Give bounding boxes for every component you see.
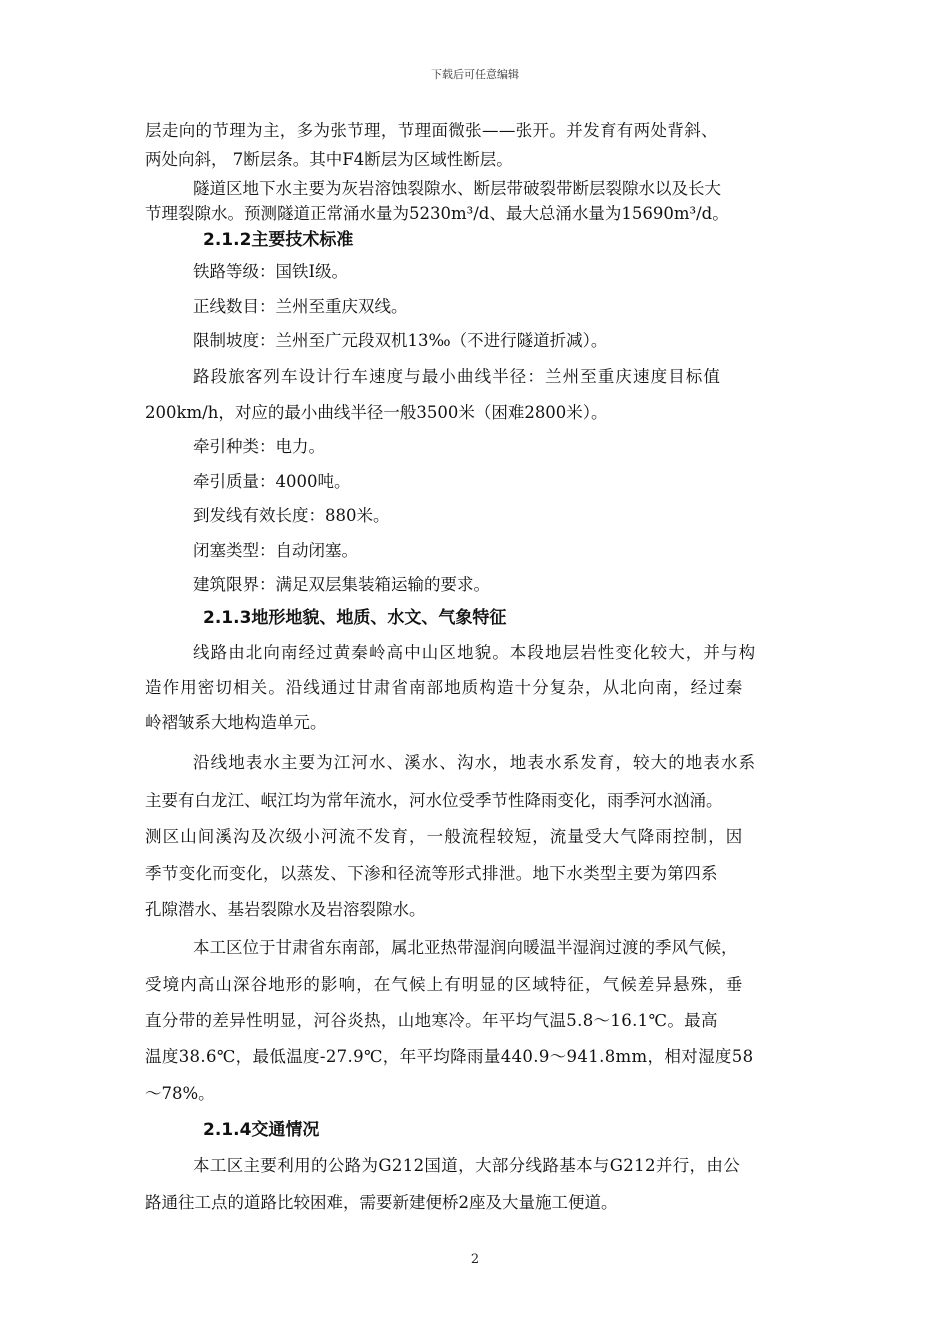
page-header: 下载后可任意编辑 [431, 68, 519, 81]
body-line: 两处向斜， 7断层条。其中F4断层为区域性断层。 [145, 150, 513, 169]
body-line: 直分带的差异性明显，河谷炎热，山地寒冷。年平均气温5.8～16.1℃。最高 [145, 1011, 718, 1030]
body-line: 正线数目：兰州至重庆双线。 [193, 297, 408, 316]
section-heading: 2.1.4交通情况 [203, 1120, 320, 1140]
body-line: 主要有白龙江、岷江均为常年流水，河水位受季节性降雨变化，雨季河水汹涌。 [145, 791, 723, 810]
body-line: 受境内高山深谷地形的影响，在气候上有明显的区域特征，气候差异悬殊，垂 [145, 975, 744, 994]
body-line: 建筑限界：满足双层集装箱运输的要求。 [193, 575, 490, 594]
body-line: 温度38.6℃，最低温度-27.9℃，年平均降雨量440.9～941.8mm，相对湿度58 [145, 1047, 754, 1066]
body-line: 孔隙潜水、基岩裂隙水及岩溶裂隙水。 [145, 900, 426, 919]
body-line: 造作用密切相关。沿线通过甘肃省南部地质构造十分复杂，从北向南，经过秦 [145, 678, 744, 697]
body-line: 牵引质量：4000吨。 [193, 472, 351, 491]
section-heading: 2.1.2主要技术标准 [203, 230, 354, 250]
body-line: 路段旅客列车设计行车速度与最小曲线半径：兰州至重庆速度目标值 [193, 367, 721, 386]
body-line: 线路由北向南经过黄秦岭高中山区地貌。本段地层岩性变化较大，并与构 [193, 643, 757, 662]
body-line: 本工区主要利用的公路为G212国道，大部分线路基本与G212并行，由公 [193, 1156, 741, 1175]
body-line: 闭塞类型：自动闭塞。 [193, 541, 358, 560]
body-line: 隧道区地下水主要为灰岩溶蚀裂隙水、断层带破裂带断层裂隙水以及长大 [193, 179, 721, 198]
body-line: 200km/h，对应的最小曲线半径一般3500米（困难2800米）。 [145, 403, 608, 422]
body-line: 岭褶皱系大地构造单元。 [145, 713, 327, 732]
body-line: 牵引种类：电力。 [193, 437, 325, 456]
body-line: 路通往工点的道路比较困难，需要新建便桥2座及大量施工便道。 [145, 1193, 618, 1212]
body-line: 节理裂隙水。预测隧道正常涌水量为5230m³/d、最大总涌水量为15690m³/d。 [145, 204, 729, 223]
page-number: 2 [470, 1252, 480, 1267]
body-line: 本工区位于甘肃省东南部，属北亚热带湿润向暖温半湿润过渡的季风气候， [193, 938, 738, 957]
body-line: ～78%。 [145, 1084, 215, 1103]
body-line: 铁路等级：国铁Ⅰ级。 [193, 262, 349, 281]
body-line: 限制坡度：兰州至广元段双机13‰（不进行隧道折减）。 [193, 331, 608, 350]
section-heading: 2.1.3地形地貌、地质、水文、气象特征 [203, 608, 507, 628]
body-line: 测区山间溪沟及次级小河流不发育，一般流程较短，流量受大气降雨控制，因 [145, 827, 744, 846]
body-line: 沿线地表水主要为江河水、溪水、沟水，地表水系发育，较大的地表水系 [193, 753, 757, 772]
body-line: 层走向的节理为主，多为张节理，节理面微张——张开。并发育有两处背斜、 [145, 121, 718, 140]
body-line: 季节变化而变化，以蒸发、下渗和径流等形式排泄。地下水类型主要为第四系 [145, 864, 718, 883]
body-line: 到发线有效长度：880米。 [193, 506, 390, 525]
